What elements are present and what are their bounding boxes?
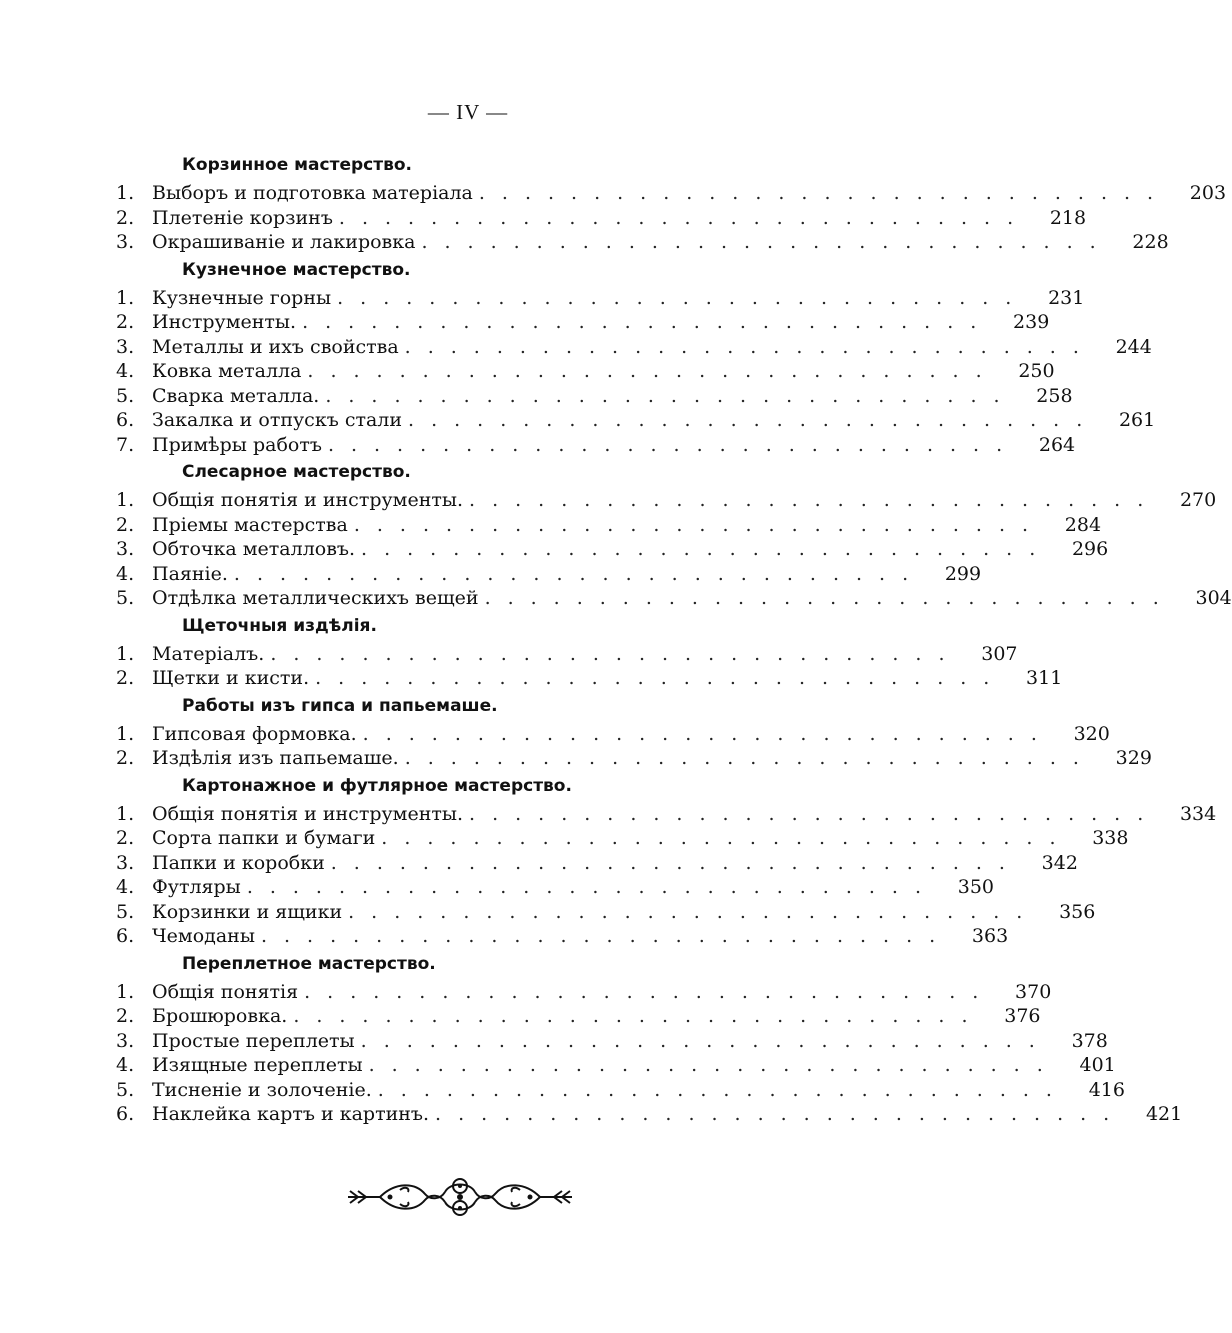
toc-entry: [116, 433, 1076, 458]
entry-number: 1.: [116, 642, 135, 665]
entry-title: Чемоданы: [152, 925, 255, 947]
entry-title: Футляры: [152, 876, 241, 898]
entry-number: 6.: [116, 1103, 135, 1125]
toc-entry: [116, 230, 1169, 255]
section-title: Слесарное мастерство.: [182, 462, 411, 482]
entry-title: Примѣры работъ: [152, 433, 322, 456]
toc-entry: [116, 488, 1217, 513]
entry-number: 4.: [116, 876, 135, 898]
dot-leader: ..............................: [330, 851, 1022, 874]
section-title: Работы изъ гипса и папьемаше.: [182, 695, 498, 716]
dot-leader: ..............................: [353, 513, 1046, 536]
dot-leader: ..............................: [469, 802, 1161, 825]
entry-number: 6.: [116, 409, 135, 431]
entry-page-number: 296: [1071, 538, 1109, 560]
dot-leader: ..............................: [361, 538, 1053, 560]
entry-number: 2.: [116, 667, 135, 689]
dot-leader: ..............................: [338, 206, 1031, 229]
toc-entry: [116, 875, 994, 900]
dot-leader: ..............................: [478, 182, 1171, 204]
dot-leader: ..............................: [233, 562, 926, 585]
dot-leader: ..............................: [348, 900, 1040, 923]
dot-leader: ..............................: [307, 360, 999, 382]
entry-page-number: 401: [1079, 1054, 1116, 1076]
toc-entry: [116, 1053, 1116, 1078]
dot-leader: ..............................: [408, 409, 1100, 431]
entry-page-number: 376: [1004, 1005, 1041, 1027]
toc-entry: [116, 924, 1009, 949]
entry-number: 4.: [116, 562, 135, 585]
entry-title: Окрашиваніе и лакировка: [152, 231, 416, 253]
scroll-ornament-icon: [340, 1172, 580, 1222]
entry-title: Корзинки и ящики: [152, 900, 343, 923]
entry-page-number: 270: [1179, 489, 1217, 511]
entry-page-number: 363: [971, 925, 1009, 947]
entry-title: Металлы и ихъ свойства: [152, 335, 399, 358]
entry-title: Гипсовая формовка.: [152, 722, 357, 745]
dot-leader: ..............................: [381, 827, 1073, 849]
dot-leader: ..............................: [377, 1078, 1069, 1101]
section-title: Переплетное мастерство.: [182, 953, 436, 974]
entry-title: Выборъ и подготовка матеріала: [152, 182, 473, 204]
toc-entry: [116, 359, 1055, 384]
entry-page-number: 370: [1015, 980, 1052, 1003]
entry-title: Отдѣлка металлическихъ вещей: [152, 587, 479, 609]
entry-page-number: 304: [1195, 587, 1232, 609]
entry-number: 5.: [116, 1078, 135, 1101]
entry-number: 1.: [116, 980, 135, 1003]
entry-number: 1.: [116, 722, 135, 745]
entry-number: 3.: [116, 335, 135, 358]
entry-title: Изящные переплеты: [152, 1054, 363, 1076]
entry-number: 7.: [116, 433, 135, 456]
entry-title: Пріемы мастерства: [152, 513, 348, 536]
entry-title: Издѣлія изъ папьемаше.: [152, 747, 399, 769]
dot-leader: ..............................: [270, 642, 962, 665]
entry-page-number: 416: [1088, 1078, 1125, 1101]
toc-entry: [116, 513, 1102, 538]
toc-entry: [116, 722, 1110, 747]
toc-entry: [116, 286, 1085, 311]
toc-entry: [116, 1078, 1125, 1103]
entry-number: 2.: [116, 747, 135, 769]
toc-entry: [116, 335, 1152, 360]
dot-leader: ..............................: [302, 311, 994, 333]
dot-leader: ..............................: [404, 335, 1096, 358]
entry-title: Общія понятія и инструменты.: [152, 802, 464, 825]
section-title: Картонажное и футлярное мастерство.: [182, 775, 572, 796]
entry-page-number: 378: [1071, 1029, 1108, 1052]
entry-title: Паяніе.: [152, 562, 228, 585]
entry-number: 3.: [116, 538, 135, 560]
toc-entry: [116, 746, 1152, 771]
entry-title: Папки и коробки: [152, 851, 325, 874]
entry-page-number: 338: [1092, 827, 1129, 849]
toc-entry: [116, 642, 1018, 667]
entry-title: Инструменты.: [152, 311, 297, 333]
toc-entry: [116, 1029, 1108, 1054]
dot-leader: ..............................: [315, 667, 1007, 689]
section-title: Корзинное мастерство.: [182, 155, 412, 175]
dot-leader: ..............................: [404, 747, 1096, 769]
table-of-contents: [116, 150, 1232, 1127]
entry-number: 3.: [116, 851, 135, 874]
entry-number: 4.: [116, 1054, 135, 1076]
section-title: Щеточныя издѣлія.: [182, 615, 377, 636]
entry-number: 5.: [116, 587, 135, 609]
entry-number: 2.: [116, 311, 135, 333]
entry-page-number: 264: [1038, 433, 1076, 456]
entry-page-number: 342: [1041, 851, 1078, 874]
dot-leader: ..............................: [484, 587, 1176, 609]
entry-title: Общія понятія и инструменты.: [152, 489, 464, 511]
entry-number: 2.: [116, 1005, 135, 1027]
toc-entry: [116, 562, 982, 587]
entry-title: Сорта папки и бумаги: [152, 827, 376, 849]
toc-entry: [116, 802, 1217, 827]
entry-page-number: 258: [1036, 384, 1073, 407]
entry-title: Сварка металла.: [152, 384, 320, 407]
entry-title: Щетки и кисти.: [152, 667, 310, 689]
entry-number: 6.: [116, 925, 135, 947]
toc-entry: [116, 408, 1156, 433]
entry-number: 1.: [116, 802, 135, 825]
entry-page-number: 239: [1013, 311, 1050, 333]
entry-number: 1.: [116, 286, 135, 309]
entry-number: 1.: [116, 182, 135, 204]
entry-number: 4.: [116, 360, 135, 382]
entry-page-number: 311: [1026, 667, 1063, 689]
toc-entry: [116, 826, 1129, 851]
dot-leader: ..............................: [368, 1054, 1060, 1076]
entry-page-number: 250: [1018, 360, 1055, 382]
toc-entry: [116, 1004, 1041, 1029]
toc-entry: [116, 1102, 1183, 1127]
toc-entry: [116, 384, 1073, 409]
entry-page-number: 218: [1049, 206, 1087, 229]
dot-leader: ..............................: [293, 1005, 985, 1027]
entry-page-number: 329: [1115, 747, 1152, 769]
page-number: — IV —: [427, 100, 509, 124]
entry-page-number: 334: [1179, 802, 1217, 825]
entry-number: 5.: [116, 900, 135, 923]
entry-number: 2.: [116, 513, 135, 536]
entry-title: Плетеніе корзинъ: [152, 206, 333, 229]
section-title: Кузнечное мастерство.: [182, 259, 411, 280]
entry-title: Наклейка картъ и картинъ.: [152, 1103, 430, 1125]
dot-leader: ..............................: [260, 925, 953, 947]
entry-number: 2.: [116, 827, 135, 849]
entry-number: 3.: [116, 1029, 135, 1052]
entry-number: 5.: [116, 384, 135, 407]
entry-page-number: 244: [1115, 335, 1152, 358]
entry-title: Общія понятія: [152, 980, 299, 1003]
toc-entry: [116, 900, 1096, 925]
entry-page-number: 228: [1132, 231, 1169, 253]
entry-title: Простые переплеты: [152, 1029, 355, 1052]
toc-entry: [116, 666, 1063, 691]
toc-entry: [116, 537, 1109, 562]
dot-leader: ..............................: [337, 286, 1029, 309]
entry-page-number: 261: [1118, 409, 1156, 431]
toc-entry: [116, 181, 1227, 206]
entry-title: Ковка металла: [152, 360, 302, 382]
toc-entry: [116, 586, 1232, 611]
entry-page-number: 307: [981, 642, 1018, 665]
entry-page-number: 320: [1073, 722, 1110, 745]
entry-page-number: 299: [944, 562, 982, 585]
dot-leader: ..............................: [362, 722, 1054, 745]
entry-page-number: 231: [1048, 286, 1085, 309]
toc-entry: [116, 851, 1078, 876]
toc-entry: [116, 310, 1050, 335]
entry-title: Матеріалъ.: [152, 642, 265, 665]
entry-number: 1.: [116, 489, 135, 511]
toc-entry: [116, 206, 1087, 231]
dot-leader: ..............................: [327, 433, 1020, 456]
entry-number: 2.: [116, 206, 135, 229]
dot-leader: ..............................: [435, 1103, 1127, 1125]
entry-title: Обточка металловъ.: [152, 538, 356, 560]
toc-entry: [116, 980, 1052, 1005]
entry-page-number: 284: [1064, 513, 1102, 536]
dot-leader: ..............................: [246, 876, 938, 898]
dot-leader: ..............................: [421, 231, 1113, 253]
entry-page-number: 356: [1059, 900, 1096, 923]
entry-title: Брошюровка.: [152, 1005, 288, 1027]
entry-page-number: 203: [1189, 182, 1227, 204]
entry-number: 3.: [116, 231, 135, 253]
entry-title: Тисненіе и золоченіе.: [152, 1078, 372, 1101]
entry-title: Кузнечные горны: [152, 286, 332, 309]
entry-page-number: 421: [1145, 1103, 1183, 1125]
dot-leader: ..............................: [469, 489, 1161, 511]
dot-leader: ..............................: [325, 384, 1017, 407]
entry-title: Закалка и отпускъ стали: [152, 409, 403, 431]
dot-leader: ..............................: [304, 980, 996, 1003]
dot-leader: ..............................: [360, 1029, 1052, 1052]
entry-page-number: 350: [957, 876, 994, 898]
